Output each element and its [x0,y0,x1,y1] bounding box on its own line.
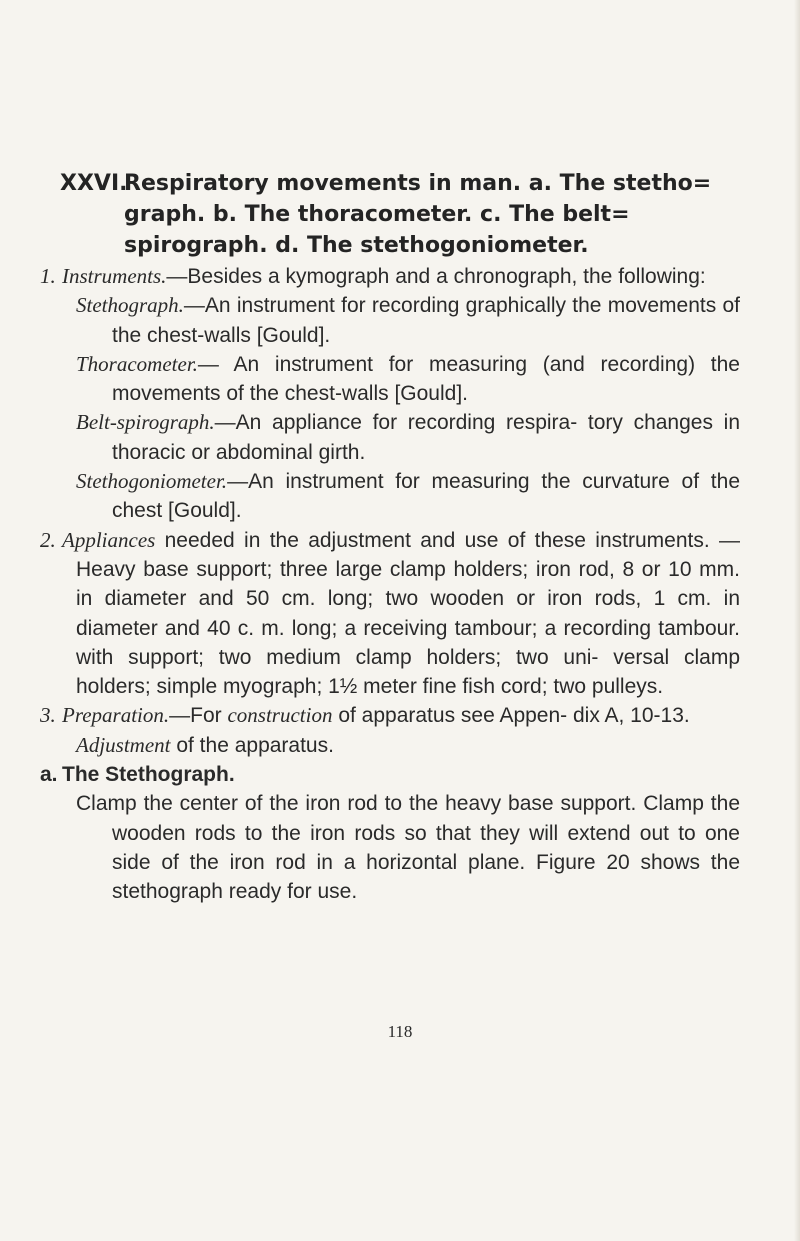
definition-stethograph [40,291,740,350]
construction-term: construction [227,703,333,728]
section-text-b: of apparatus see Appen- dix A, 10-13. [332,704,690,728]
subsection-title: The Stethograph. [62,763,235,787]
term-belt-spirograph: Belt-spirograph. [76,410,215,435]
term-thoracometer: Thoracometer. [76,351,198,376]
page-number: 118 [387,1022,413,1041]
section-marker: 2. [40,527,56,552]
section-text: —Besides a kymograph and a chronograph, the following: [166,265,706,288]
definition-thoracometer [40,350,740,409]
section-appliances [40,526,740,702]
term-stethogoniometer: Stethogoniometer. [76,469,228,494]
chapter-heading [60,168,760,261]
adjustment-text: of the apparatus. [170,733,334,757]
term-stethograph: Stethograph. [76,293,184,318]
heading-line-1: Respiratory movements in man. a. The stetho= [124,171,712,196]
section-marker: 1. [40,264,56,288]
def-stethograph: —An instrument for recording graphically the movements of the chest-walls [Gould]. [112,294,740,347]
heading-line-3: spirograph. d. The stethogoniometer. [124,233,589,258]
section-preparation [40,701,740,730]
body-text [40,262,740,907]
heading-line-2: graph. b. The thoracometer. c. The belt= [124,202,630,227]
section-title: Instruments. [62,264,167,288]
def-thoracometer: — An instrument for measuring (and recording) the movements of the chest-walls [Gould]. [112,352,740,406]
chapter-number: XXVI. [60,171,128,196]
section-title: Appliances [62,527,156,552]
definition-stethogoniometer [40,467,740,526]
section-text: needed in the adjustment and use of these instruments. — Heavy base support; three large clamp holders; iron rod, 8 or 10 mm. in diameter and 50 cm. long; two wooden or iron rods, 1 cm. in diameter and 40 c. m. long; a receiving tambour; a recording tambour. with support; two medium clamp holders; two uni- versal clamp holders; simple myograph; 1½ meter fine fish cord; two pulleys. [76,528,740,699]
def-belt-spirograph: —An appliance for recording respira- tory changes in thoracic or abdominal girth. [112,411,740,464]
section-title: Preparation. [62,703,170,728]
subsection-marker: a. [40,763,58,787]
adjustment-line [40,731,740,760]
subsection-a-text [40,789,740,906]
subsection-a-heading [40,760,740,789]
adjustment-term: Adjustment [76,732,171,757]
definition-belt-spirograph [40,408,740,467]
section-text-a: —For [169,704,228,728]
section-marker: 3. [40,703,56,728]
page-edge-shadow [794,0,800,1241]
def-stethogoniometer: —An instrument for measuring the curvature of the chest [Gould]. [112,470,740,523]
section-instruments [40,262,740,291]
subsection-text: Clamp the center of the iron rod to the heavy base support. Clamp the wooden rods to the iron rods so that they will extend out to one side of the iron rod in a horizontal plane. Figure 20 shows the stethograph ready for use. [76,792,740,904]
